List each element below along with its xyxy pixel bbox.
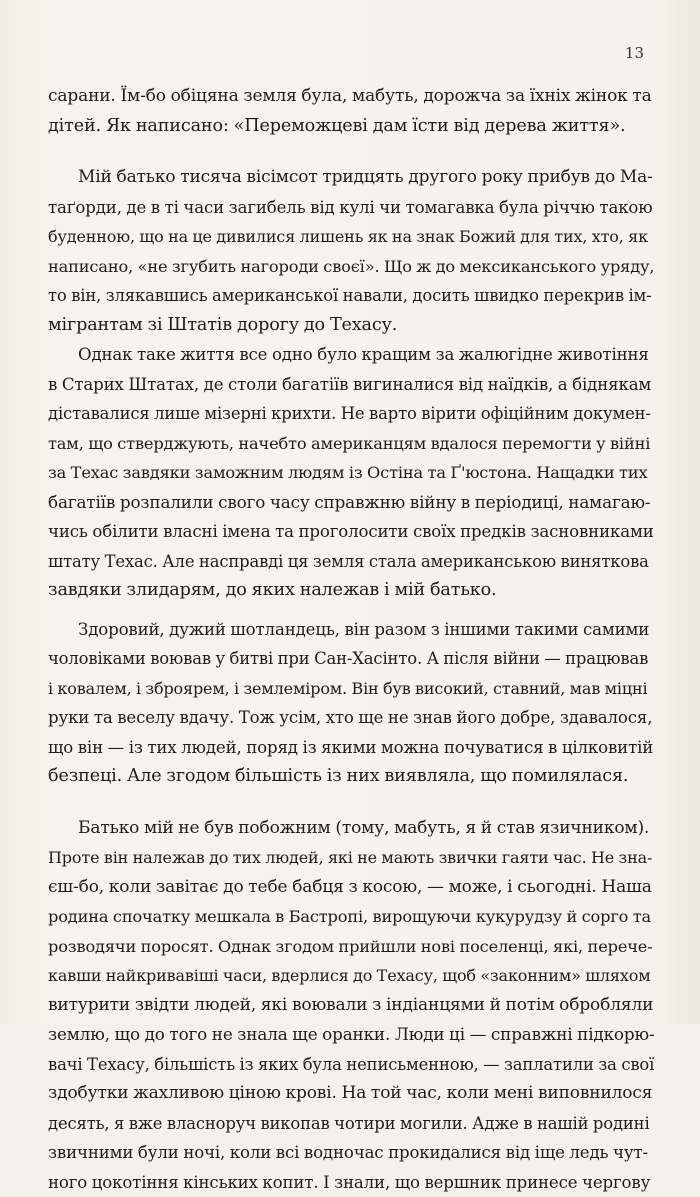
paragraph-gap <box>48 606 654 615</box>
text-line: Здоровий, дужий шотландець, він разом з іншими такими самими <box>48 615 654 645</box>
text-line: родина спочатку мешкала в Бастропі, вирощуючи кукурудзу й сорго та <box>48 902 654 932</box>
text-line: сарани. Їм-бо обіцяна земля була, мабуть, дорожча за їхніх жінок та <box>48 82 654 112</box>
page-number: 13 <box>625 44 644 62</box>
text-line: діставалися лише мізерні крихти. Не варто вірити офіційним докумен- <box>48 399 654 429</box>
text-line: завдяки злидарям, до яких належав і мій батько. <box>48 576 654 606</box>
text-line: кавши найкривавіші часи, вдерлися до Техасу, щоб «законним» шляхом <box>48 961 654 991</box>
paragraph <box>48 82 654 141</box>
text-line: звичними були ночі, коли всі водночас прокидалися від іще ледь чут- <box>48 1138 654 1168</box>
text-line: чоловіками воював у битві при Сан-Хасінто. А після війни — працював <box>48 644 654 674</box>
body-text <box>48 82 654 1197</box>
text-line: багатіїв розпалили свого часу справжню війну в періодиці, намагаю- <box>48 488 654 518</box>
text-line: безпеці. Але згодом більшість із них виявляла, що помилялася. <box>48 762 654 792</box>
text-line: мігрантам зі Штатів дорогу до Техасу. <box>48 311 654 341</box>
text-line: ного цокотіння кінських копит. І знали, що вершник принесе чергову <box>48 1168 654 1197</box>
paragraph <box>48 163 654 340</box>
text-line: таґорди, де в ті часи загибель від кулі чи томагавка була річчю такою <box>48 193 654 223</box>
text-line: Проте він належав до тих людей, які не мають звички гаяти час. Не зна- <box>48 843 654 873</box>
text-line: написано, «не згубить нагороди своєї». Що ж до мексиканського уряду, <box>48 252 654 282</box>
text-line: там, що стверджують, начебто американцям вдалося перемогти у війні <box>48 429 654 459</box>
text-line: десять, я вже власноруч викопав чотири могили. Адже в нашій родині <box>48 1109 654 1139</box>
text-line: штату Техас. Але насправді ця земля стала американською виняткова <box>48 547 654 577</box>
text-line: і ковалем, і зброярем, і землеміром. Він був високий, ставний, мав міцні <box>48 674 654 704</box>
text-line: чись обілити власні імена та проголосити своїх предків засновниками <box>48 517 654 547</box>
text-line: дітей. Як написано: «Переможцеві дам їсти від дерева життя». <box>48 112 654 142</box>
text-line: то він, злякавшись американської навали, досить швидко перекрив ім- <box>48 281 654 311</box>
text-line: що він — із тих людей, поряд із якими можна почуватися в цілковитій <box>48 733 654 763</box>
text-line: Батько мій не був побожним (тому, мабуть, я й став язичником). <box>48 814 654 844</box>
paragraph <box>48 340 654 606</box>
text-line: Однак таке життя все одно було кращим за жалюгідне животіння <box>48 340 654 370</box>
paragraph <box>48 814 654 1197</box>
text-line: за Техас завдяки заможним людям із Остіна та Ґ'юстона. Нащадки тих <box>48 458 654 488</box>
text-line: землю, що до того не знала ще оранки. Люди ці — справжні підкорю- <box>48 1020 654 1050</box>
text-line: Мій батько тисяча вісімсот тридцять другого року прибув до Ма- <box>48 163 654 193</box>
text-line: здобутки жахливою ціною крові. На той час, коли мені виповнилося <box>48 1079 654 1109</box>
text-line: витурити звідти людей, які воювали з індіанцями й потім обробляли <box>48 991 654 1021</box>
text-line: в Старих Штатах, де столи багатіїв вигиналися від наїдків, а біднякам <box>48 370 654 400</box>
text-line: розводячи поросят. Однак згодом прийшли нові поселенці, які, перече- <box>48 932 654 962</box>
text-line: єш-бо, коли завітає до тебе бабця з косою, — може, і сьогодні. Наша <box>48 873 654 903</box>
text-line: буденною, що на це дивилися лишень як на знак Божий для тих, хто, як <box>48 222 654 252</box>
paragraph-gap <box>48 792 654 814</box>
paragraph-gap <box>48 141 654 163</box>
text-line: вачі Техасу, більшість із яких була неписьменною, — заплатили за свої <box>48 1050 654 1080</box>
text-line: руки та веселу вдачу. Тож усім, хто ще не знав його добре, здавалося, <box>48 703 654 733</box>
paragraph <box>48 615 654 792</box>
